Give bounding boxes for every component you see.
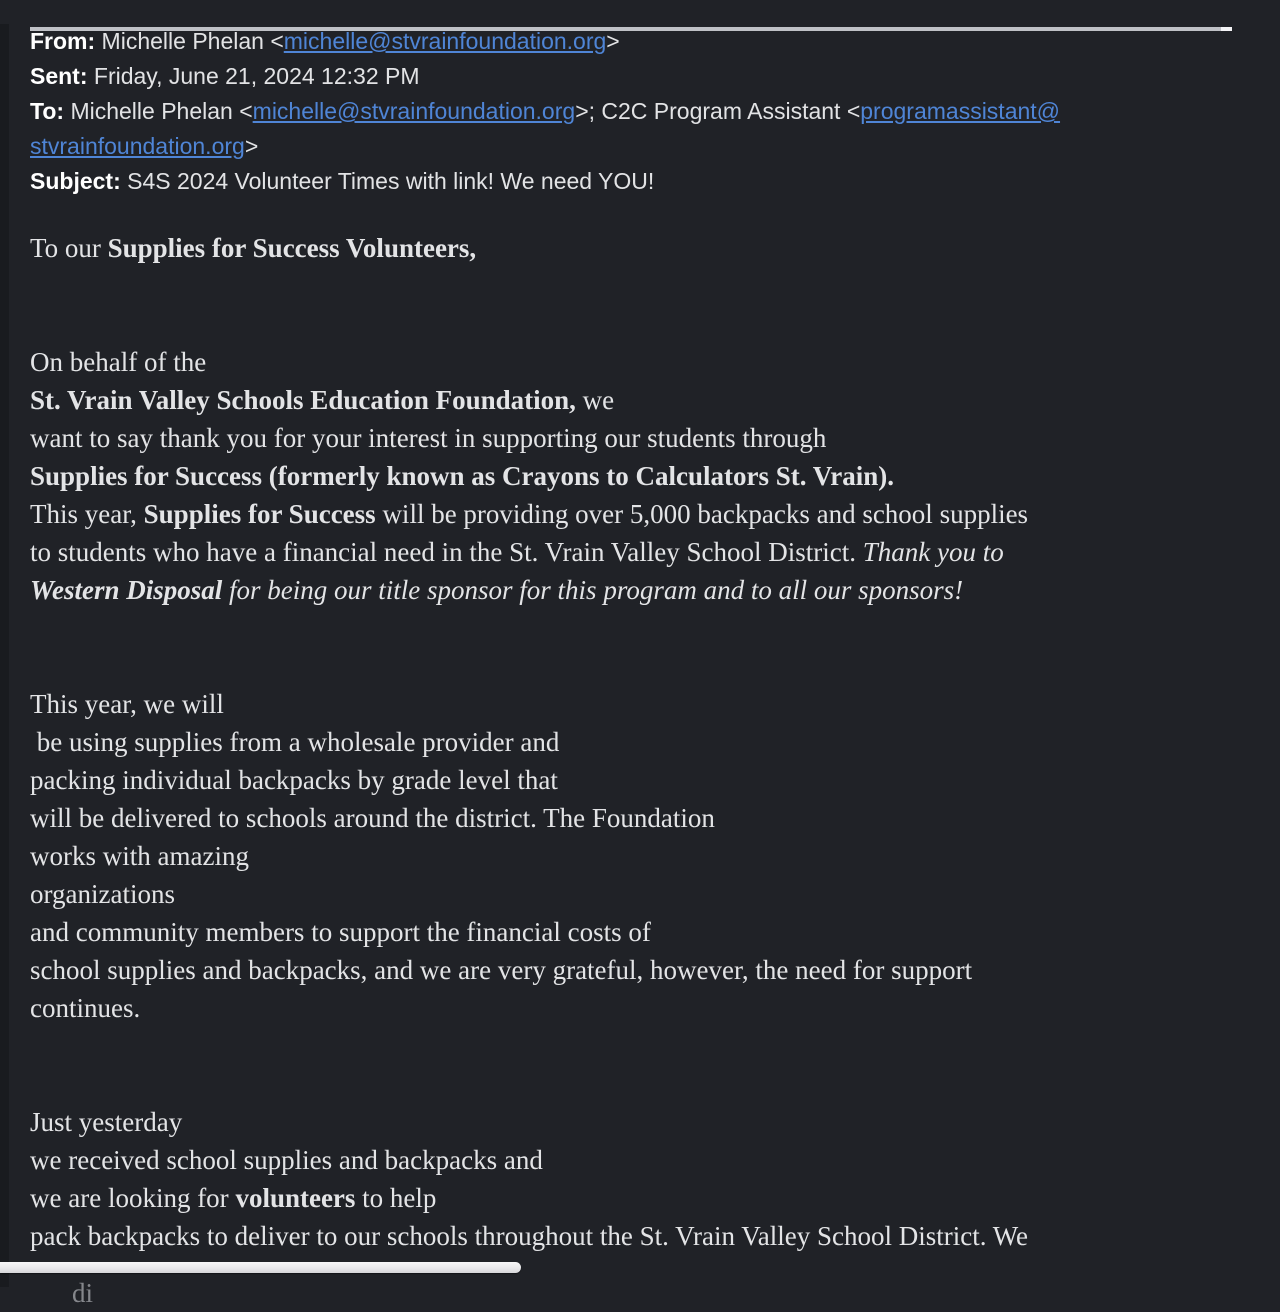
text-segment: will be providing over 5,000 backpacks and school supplies [375,499,1029,529]
body-line [30,1141,1250,1179]
text-segment: Michelle Phelan < [64,98,253,124]
text-segment: be using supplies from a wholesale provider and [30,727,560,757]
text-segment: This year, we will [30,689,224,719]
email-header-block [30,24,1250,199]
body-line [30,495,1250,533]
text-segment: works with amazing [30,841,249,871]
text-segment: Supplies for Success Volunteers, [107,233,477,263]
body-line [30,457,1250,495]
text-segment: organizations [30,879,175,909]
body-line [30,913,1250,951]
body-line [30,1217,1250,1255]
text-segment: Sent: [30,63,88,89]
text-segment: St. Vrain Valley Schools Education Foundation, [30,385,576,415]
text-segment: Western Disposal [30,575,223,605]
text-segment: From: [30,28,96,54]
body-paragraph [30,1103,1250,1255]
text-segment: to help [355,1183,437,1213]
text-segment: want to say thank you for your interest in supporting our students through [30,423,827,453]
text-segment: To: [30,98,65,124]
text-segment: volunteers [235,1183,356,1213]
text-segment: Subject: [30,168,121,194]
text-segment: This year, [30,499,144,529]
body-line [30,951,1250,989]
header-line [30,24,1250,59]
text-segment: Supplies for Success (formerly known as Crayons to Calculators St. Vrain). [30,461,895,491]
text-segment: Friday, June 21, 2024 12:32 PM [87,63,420,89]
text-segment: pack backpacks to deliver to our schools throughout the St. Vrain Valley School District. We [30,1221,1029,1251]
body-line [30,571,1250,609]
email-address-link[interactable]: stvrainfoundation.org [30,133,245,159]
text-segment: > [606,28,620,54]
email-body [30,229,1250,1255]
body-line [30,1103,1250,1141]
window-edge-shade [0,24,9,1287]
header-line [30,129,1250,164]
text-segment: we are looking for [30,1183,236,1213]
text-segment: we [575,385,615,415]
header-line [30,164,1250,199]
body-line [30,799,1250,837]
body-line [30,381,1250,419]
header-line [30,59,1250,94]
email-address-link[interactable]: programassistant@ [860,98,1061,124]
email-address-link[interactable]: michelle@stvrainfoundation.org [252,98,576,124]
text-segment: Just yesterday [30,1107,183,1137]
text-segment: Supplies for Success [143,499,376,529]
body-line [30,1179,1250,1217]
email-address-link[interactable]: michelle@stvrainfoundation.org [283,28,607,54]
body-line [30,419,1250,457]
body-line [30,837,1250,875]
text-segment: for being our title sponsor for this program and to all our sponsors! [222,575,964,605]
text-segment: S4S 2024 Volunteer Times with link! We need YOU! [120,168,655,194]
header-line [30,94,1250,129]
text-segment: >; C2C Program Assistant < [575,98,861,124]
text-segment: to students who have a financial need in the St. Vrain Valley School District. [30,537,863,567]
body-line [30,723,1250,761]
body-paragraph [30,343,1250,609]
text-segment: Michelle Phelan < [95,28,284,54]
text-segment: > [244,133,259,159]
text-segment: Thank you to [862,537,1004,567]
body-paragraph [30,685,1250,1027]
text-segment: To our [30,233,108,263]
text-segment: packing individual backpacks by grade level that [30,765,558,795]
body-line [30,685,1250,723]
body-line [30,343,1250,381]
body-line [30,989,1250,1027]
horizontal-scrollbar-thumb[interactable] [0,1262,521,1273]
text-segment: will be delivered to schools around the district. The Foundation [30,803,715,833]
body-line [30,229,1250,267]
text-segment: we received school supplies and backpacks and [30,1145,543,1175]
text-segment: school supplies and backpacks, and we are very grateful, however, the need for support [30,955,973,985]
body-line [30,533,1250,571]
text-segment: On behalf of the [30,347,207,377]
clipped-text-fragment: di [72,1278,94,1308]
body-paragraph [30,229,1250,267]
body-line [30,761,1250,799]
text-segment: continues. [30,993,141,1023]
text-segment: and community members to support the financial costs of [30,917,651,947]
body-line [30,875,1250,913]
email-message-view [0,24,1280,1308]
